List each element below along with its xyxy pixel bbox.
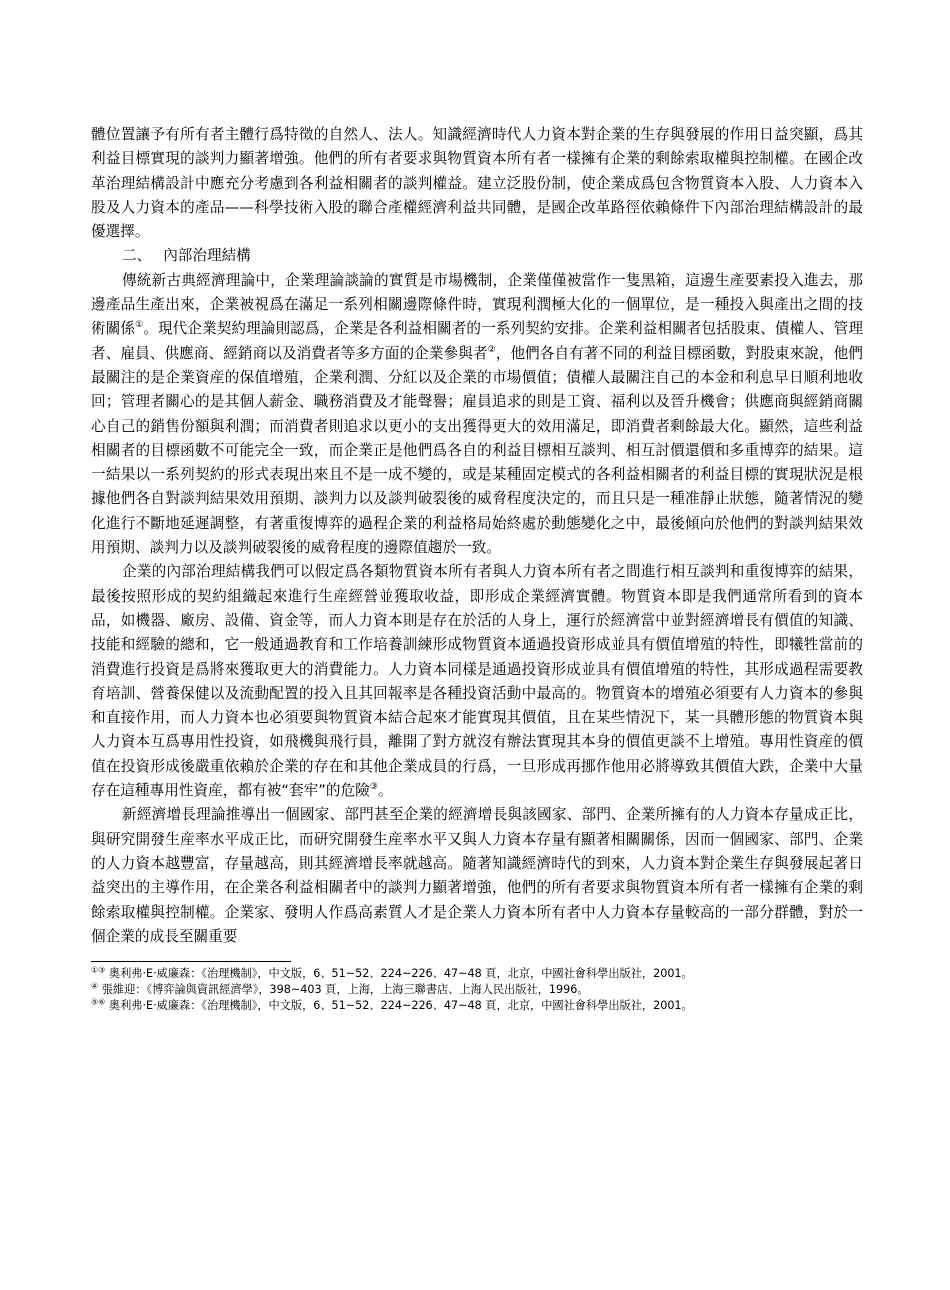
section-heading (91, 244, 863, 268)
paragraph-2-part-c: ，他們各自有著不同的利益目標函數，對股東來說，他們最關注的是企業資産的保值增殖，企業利潤、分紅以及企業的市場價值；債權人最關注自己的本金和利息早日順利地收回；管理者關心的是其個人薪金、職務消費及才能聲譽；雇員追求的則是工資、福利以及晉升機會；供應商與經銷商關心自己的銷售份額與利潤；而消費者則追求以更小的支出獲得更大的效用滿足，即消費者剩餘最大化。顯然，這些利益相關者的目標函數不可能完全一致，而企業正是他們爲各自的利益目標相互談判、相互討價還價和多重博弈的結果。這一結果以一系列契約的形式表現出來且不是一成不變的，或是某種固定模式的各利益相關者的利益目標的實現狀況是根據他們各自對談判結果效用預期、談判力以及談判破裂後的威脅程度決定的，而且只是一種准靜止狀態，隨著情況的變化進行不斷地延遲調整，有著重復博弈的過程企業的利益格局始終處於動態變化之中，最後傾向於他們的對談判結果效用預期、談判力以及談判破裂後的威脅程度的邊際值趨於一致。 (91, 344, 863, 557)
paragraph-3 (91, 560, 863, 803)
footnote-item (91, 998, 863, 1014)
paragraph-1: 體位置讓予有所有者主體行爲特徵的自然人、法人。知識經濟時代人力資本對企業的生存與發展的作用日益突顯，爲其利益目標實現的談判力顯著增強。他們的所有者要求與物質資本所有者一樣擁有企業的剩餘索取權與控制權。在國企改革治理結構設計中應充分考慮到各利益相關者的談判權益。建立泛股份制，使企業成爲包含物質資本入股、人力資本入股及人力資本的產品——科學技術入股的聯合產權經濟利益共同體，是國企改革路徑依賴條件下內部治理結構設計的最優選擇。 (91, 126, 863, 241)
footnote-divider (91, 961, 291, 962)
document-page (91, 123, 863, 1014)
footnote-item (91, 982, 863, 998)
footnote-item (91, 966, 863, 982)
paragraph-2-part-a: 傳統新古典經濟理論中，企業理論談論的實質是市場機制，企業僅僅被當作一隻黑箱，這邊生產要素投入進去，那邊產品生產出來，企業被視爲在滿足一系列相關邊際條件時，實現利潤極大化的一個單位，是一種投入與產出之間的技術關係 (91, 271, 863, 338)
footnote-text: 張維迎：《博弈論與資訊經濟學》，398~403 頁，上海，上海三聯書店、上海人民出版社，1996。 (98, 983, 589, 997)
footnote-ref-3[interactable]: ③ (369, 782, 378, 793)
footnote-mark: ①③ (91, 965, 106, 975)
paragraph-2-part-b: 。現代企業契約理論則認爲，企業是各利益相關者的一系列契約安排。企業利益相關者包括股東、債權人、管理者、雇員、供應商、經銷商以及消費者等多方面的企業參與者 (91, 320, 863, 362)
footnote-text: 奧利弗·E·威廉森：《治理機制》，中文版，6、51~52、224~226、47~48 頁，北京，中國社會科學出版社，2001。 (105, 967, 693, 981)
section-title: 內部治理結構 (163, 247, 251, 265)
paragraph-3-part-a: 企業的內部治理結構我們可以假定爲各類物質資本所有者與人力資本所有者之間進行相互談判和重復博弈的結果，最後按照形成的契約組織起來進行生産經營並獲取收益，即形成企業經濟實體。物質資本即是我們通常所看到的資本品，如機器、廠房、設備、資金等，而人力資本則是存在於活的人身上，運行於經濟當中並對經濟增長有價值的知識、技能和經驗的總和，它一般通過教育和工作培養訓練形成物質資本通過投資形成並具有價值增殖的特性，即犧牲當前的消費進行投資是爲將來獲取更大的消費能力。人力資本同樣是通過投資形成並具有價值增殖的特性，其形成過程需要教育培訓、營養保健以及流動配置的投入且其回報率是各種投資活動中最高的。物質資本的增殖必須要有人力資本的參與和直接作用，而人力資本也必須要與物質資本結合起來才能實現其價值，且在某些情況下，某一具體形態的物質資本與人力資本互爲專用性投資，如飛機與飛行員，離開了對方就沒有辦法實現其本身的價值更談不上增殖。專用性資産的價值在投資形成後嚴重依賴於企業的存在和其他企業成員的行爲，一旦形成再挪作他用必將導致其價值大跌，企業中大量存在這種專用性資産，都有被“套牢”的危險 (91, 563, 863, 800)
footnote-mark: ⑤⑥ (91, 997, 106, 1007)
paragraph-2 (91, 269, 863, 561)
footnote-text: 奧利弗·E·威廉森：《治理機制》，中文版，6、51~52、224~226、47~48 頁，北京，中國社會科學出版社，2001。 (105, 999, 693, 1013)
paragraph-3-part-b: 。 (377, 782, 393, 800)
footnote-ref-1[interactable]: ① (135, 320, 144, 331)
footnote-mark: ④ (91, 981, 99, 991)
section-number: 二、 (122, 247, 152, 265)
footnote-ref-2[interactable]: ② (487, 344, 496, 355)
paragraph-4: 新經濟增長理論推導出一個國家、部門甚至企業的經濟增長與該國家、部門、企業所擁有的人力資本存量成正比，與研究開發生産率水平成正比，而研究開發生産率水平又與人力資本存量有顯著相關關係，因而一個國家、部門、企業的人力資本越豐富，存量越高，則其經濟增長率就越高。隨著知識經濟時代的到來，人力資本對企業生存與發展起著日益突出的主導作用，在企業各利益相關者中的談判力顯著增強，他們的所有者要求與物質資本所有者一樣擁有企業的剩餘索取權與控制權。企業家、發明人作爲高素質人才是企業人力資本所有者中人力資本存量較高的一部分群體，對於一個企業的成長至關重要 (91, 806, 863, 945)
footnotes (91, 966, 863, 1014)
